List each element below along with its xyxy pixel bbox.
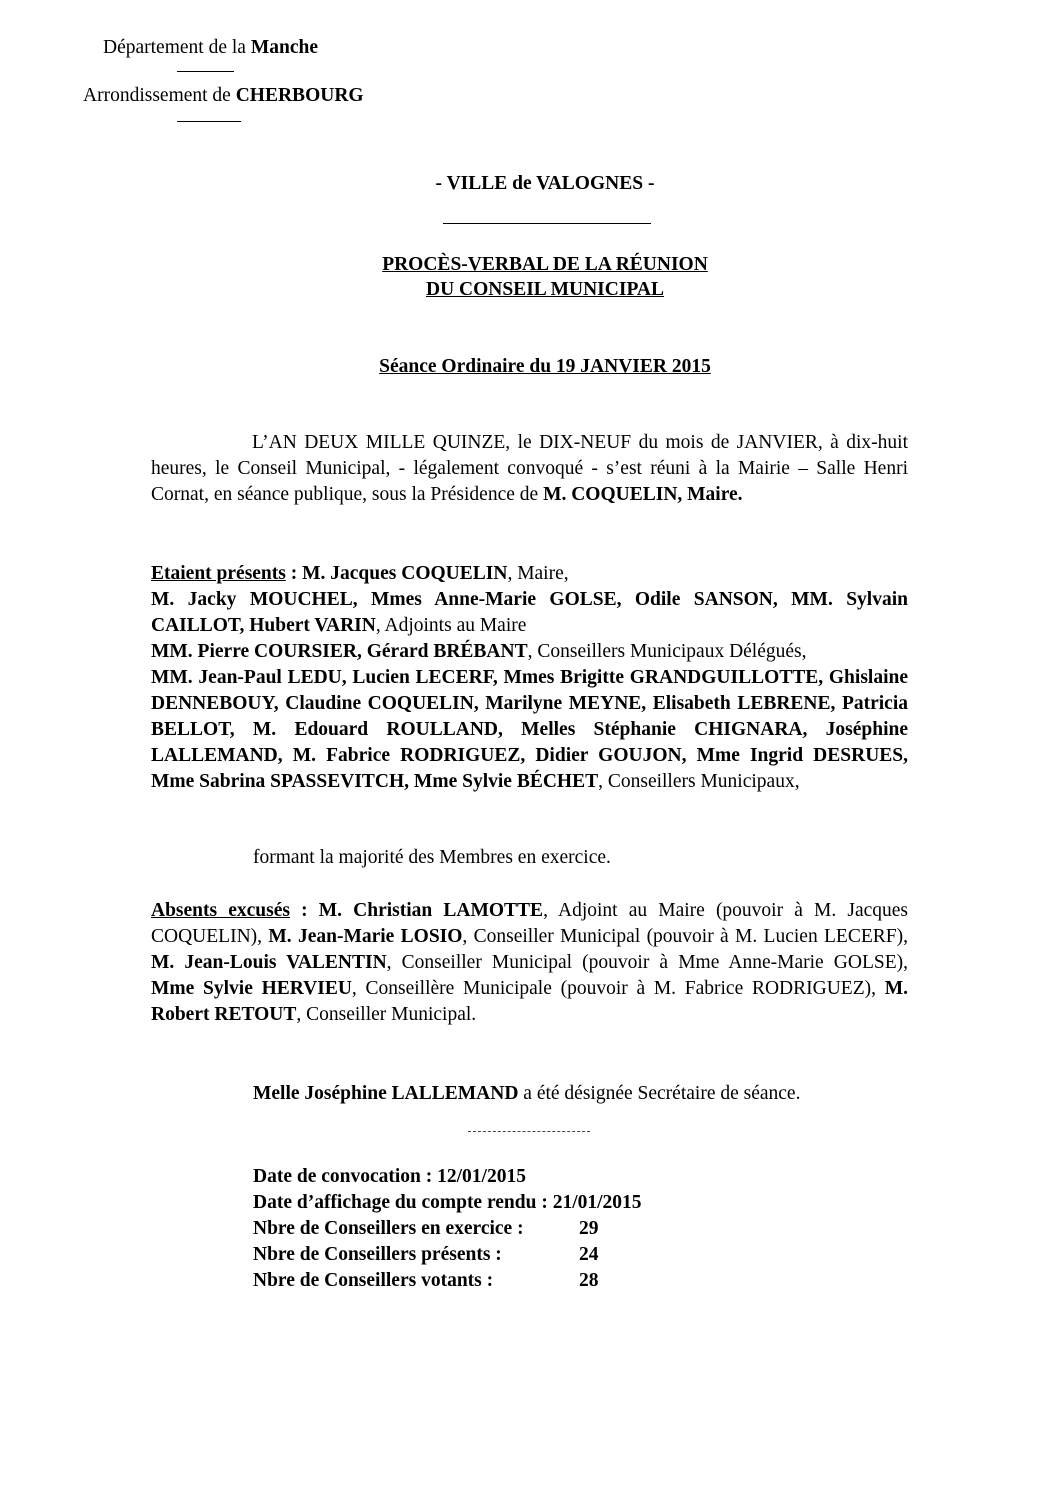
absents-paragraph: Absents excusés : M. Christian LAMOTTE, Adjoint au Maire (pouvoir à M. Jacques COQUELIN), M. Jean-Marie LOSIO, Conseiller Municipal (pouvoir à M. Lucien LECERF), M. Jean-Louis VALENTIN, Conseiller Municipal (pouvoir à Mme Anne-Marie GOLSE), Mme Sylvie HERVIEU, Conseillère Municipale (pouvoir à M. Fabrice RODRIGUEZ), M. Robert RETOUT, Conseiller Municipal. xyxy=(151,900,908,1025)
presents-count-value: 24 xyxy=(579,1244,599,1265)
separator-rule xyxy=(468,1131,590,1132)
majorite-line: formant la majorité des Membres en exercice. xyxy=(253,847,611,868)
affichage-date: Date d’affichage du compte rendu : 21/01/2015 xyxy=(253,1192,642,1213)
votants-value: 28 xyxy=(579,1270,599,1291)
pv-title-line1: PROCÈS-VERBAL DE LA RÉUNION xyxy=(382,254,708,275)
exercice-label: Nbre de Conseillers en exercice : xyxy=(253,1218,524,1239)
secretaire-line: Melle Joséphine LALLEMAND a été désignée Secrétaire de séance. xyxy=(253,1083,801,1104)
exercice-value: 29 xyxy=(579,1218,599,1239)
arrondissement-line: Arrondissement de CHERBOURG xyxy=(83,85,364,106)
presents-delegues: MM. Pierre COURSIER, Gérard BRÉBANT, Conseillers Municipaux Délégués, xyxy=(151,641,807,662)
header-rule-1 xyxy=(177,71,234,72)
header-rule-2 xyxy=(177,121,241,122)
presents-conseillers: MM. Jean-Paul LEDU, Lucien LECERF, Mmes Brigitte GRANDGUILLOTTE, Ghislaine DENNEBOUY, Claudine COQUELIN, Marilyne MEYNE, Elisabeth LEBRENE, Patricia BELLOT, M. Edouard ROULLAND, Melles Stéphanie CHIGNARA, Joséphine LALLEMAND, M. Fabrice RODRIGUEZ, Didier GOUJON, Mme Ingrid DESRUES, Mme Sabrina SPASSEVITCH, Mme Sylvie BÉCHET, Conseillers Municipaux, xyxy=(151,667,908,792)
presents-count-label: Nbre de Conseillers présents : xyxy=(253,1244,502,1265)
convocation-date: Date de convocation : 12/01/2015 xyxy=(253,1166,526,1187)
title-rule xyxy=(443,223,651,224)
presents-block xyxy=(151,561,908,795)
departement-line: Département de la Manche xyxy=(103,37,318,58)
presents-adjoints: M. Jacky MOUCHEL, Mmes Anne-Marie GOLSE, Odile SANSON, MM. Sylvain CAILLOT, Hubert VARIN, Adjoints au Maire xyxy=(151,589,908,636)
presents-maire-line: Etaient présents : M. Jacques COQUELIN, Maire, xyxy=(151,563,569,584)
intro-paragraph: L’AN DEUX MILLE QUINZE, le DIX-NEUF du mois de JANVIER, à dix-huit heures, le Conseil Municipal, - légalement convoqué - s’est réuni à la Mairie – Salle Henri Cornat, en séance publique, sous la Présidence de M. COQUELIN, Maire. xyxy=(151,432,908,505)
seance-title: Séance Ordinaire du 19 JANVIER 2015 xyxy=(379,356,711,377)
pv-title-line2: DU CONSEIL MUNICIPAL xyxy=(426,279,664,300)
ville-title: - VILLE de VALOGNES - xyxy=(435,173,655,194)
votants-label: Nbre de Conseillers votants : xyxy=(253,1270,494,1291)
